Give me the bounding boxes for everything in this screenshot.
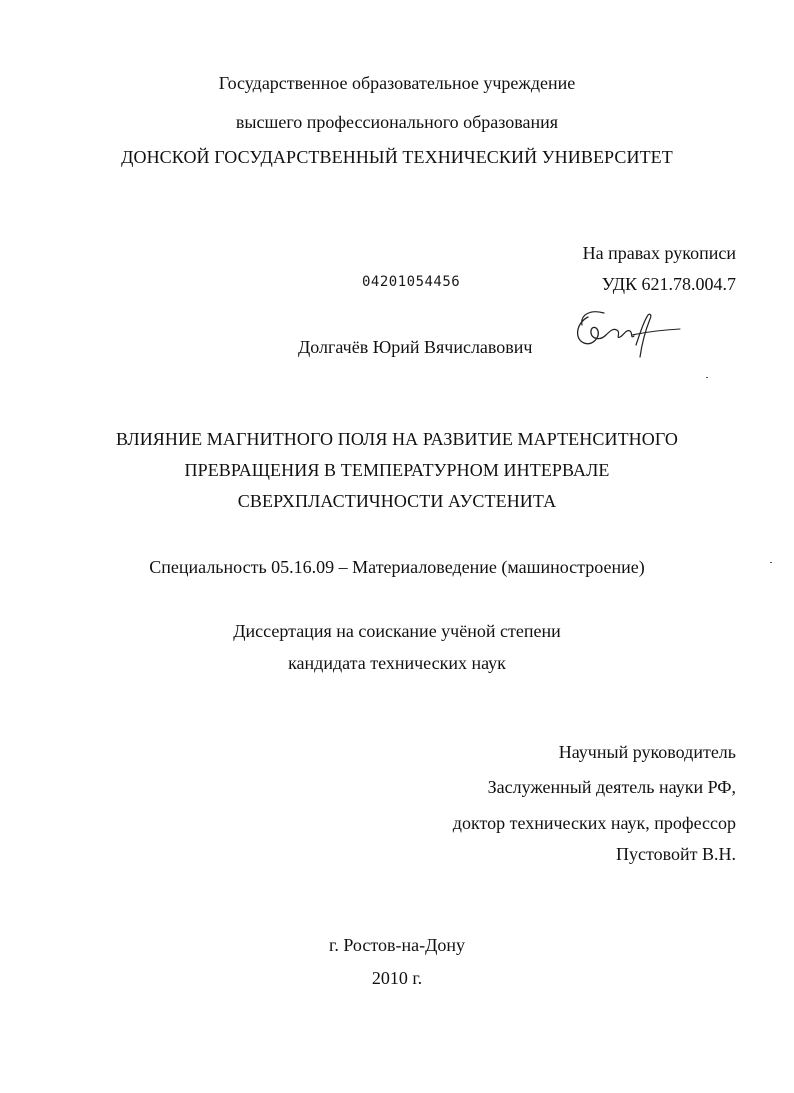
scan-speck — [770, 562, 772, 563]
specialty: Специальность 05.16.09 – Материаловедение (машиностроение) — [149, 557, 645, 577]
university-name: ДОНСКОЙ ГОСУДАРСТВЕННЫЙ ТЕХНИЧЕСКИЙ УНИВЕРСИТЕТ — [121, 147, 673, 167]
udk-code: УДК 621.78.004.7 — [601, 274, 736, 294]
supervisor-name: Пустовойт В.Н. — [616, 844, 736, 864]
institution-line-1: Государственное образовательное учреждение — [218, 73, 576, 93]
institution-line-2: высшего профессионального образования — [235, 112, 559, 132]
supervisor-role: Научный руководитель — [558, 742, 736, 762]
supervisor-degree: доктор технических наук, профессор — [452, 813, 736, 833]
title-line-3: СВЕРХПЛАСТИЧНОСТИ АУСТЕНИТА — [237, 491, 557, 511]
dissertation-line-2: кандидата технических наук — [288, 653, 506, 673]
year: 2010 г. — [371, 968, 423, 988]
manuscript-note: На правах рукописи — [582, 243, 736, 263]
registration-code: 04201054456 — [362, 274, 461, 290]
title-line-1: ВЛИЯНИЕ МАГНИТНОГО ПОЛЯ НА РАЗВИТИЕ МАРТЕНСИТНОГО — [115, 429, 679, 449]
author-name: Долгачёв Юрий Вячиславович — [298, 337, 533, 357]
dissertation-line-1: Диссертация на соискание учёной степени — [233, 621, 561, 641]
author-signature — [570, 305, 685, 365]
scan-speck — [706, 377, 708, 378]
supervisor-honor: Заслуженный деятель науки РФ, — [487, 777, 736, 797]
city: г. Ростов-на-Дону — [328, 935, 465, 955]
title-line-2: ПРЕВРАЩЕНИЯ В ТЕМПЕРАТУРНОМ ИНТЕРВАЛЕ — [184, 460, 610, 480]
